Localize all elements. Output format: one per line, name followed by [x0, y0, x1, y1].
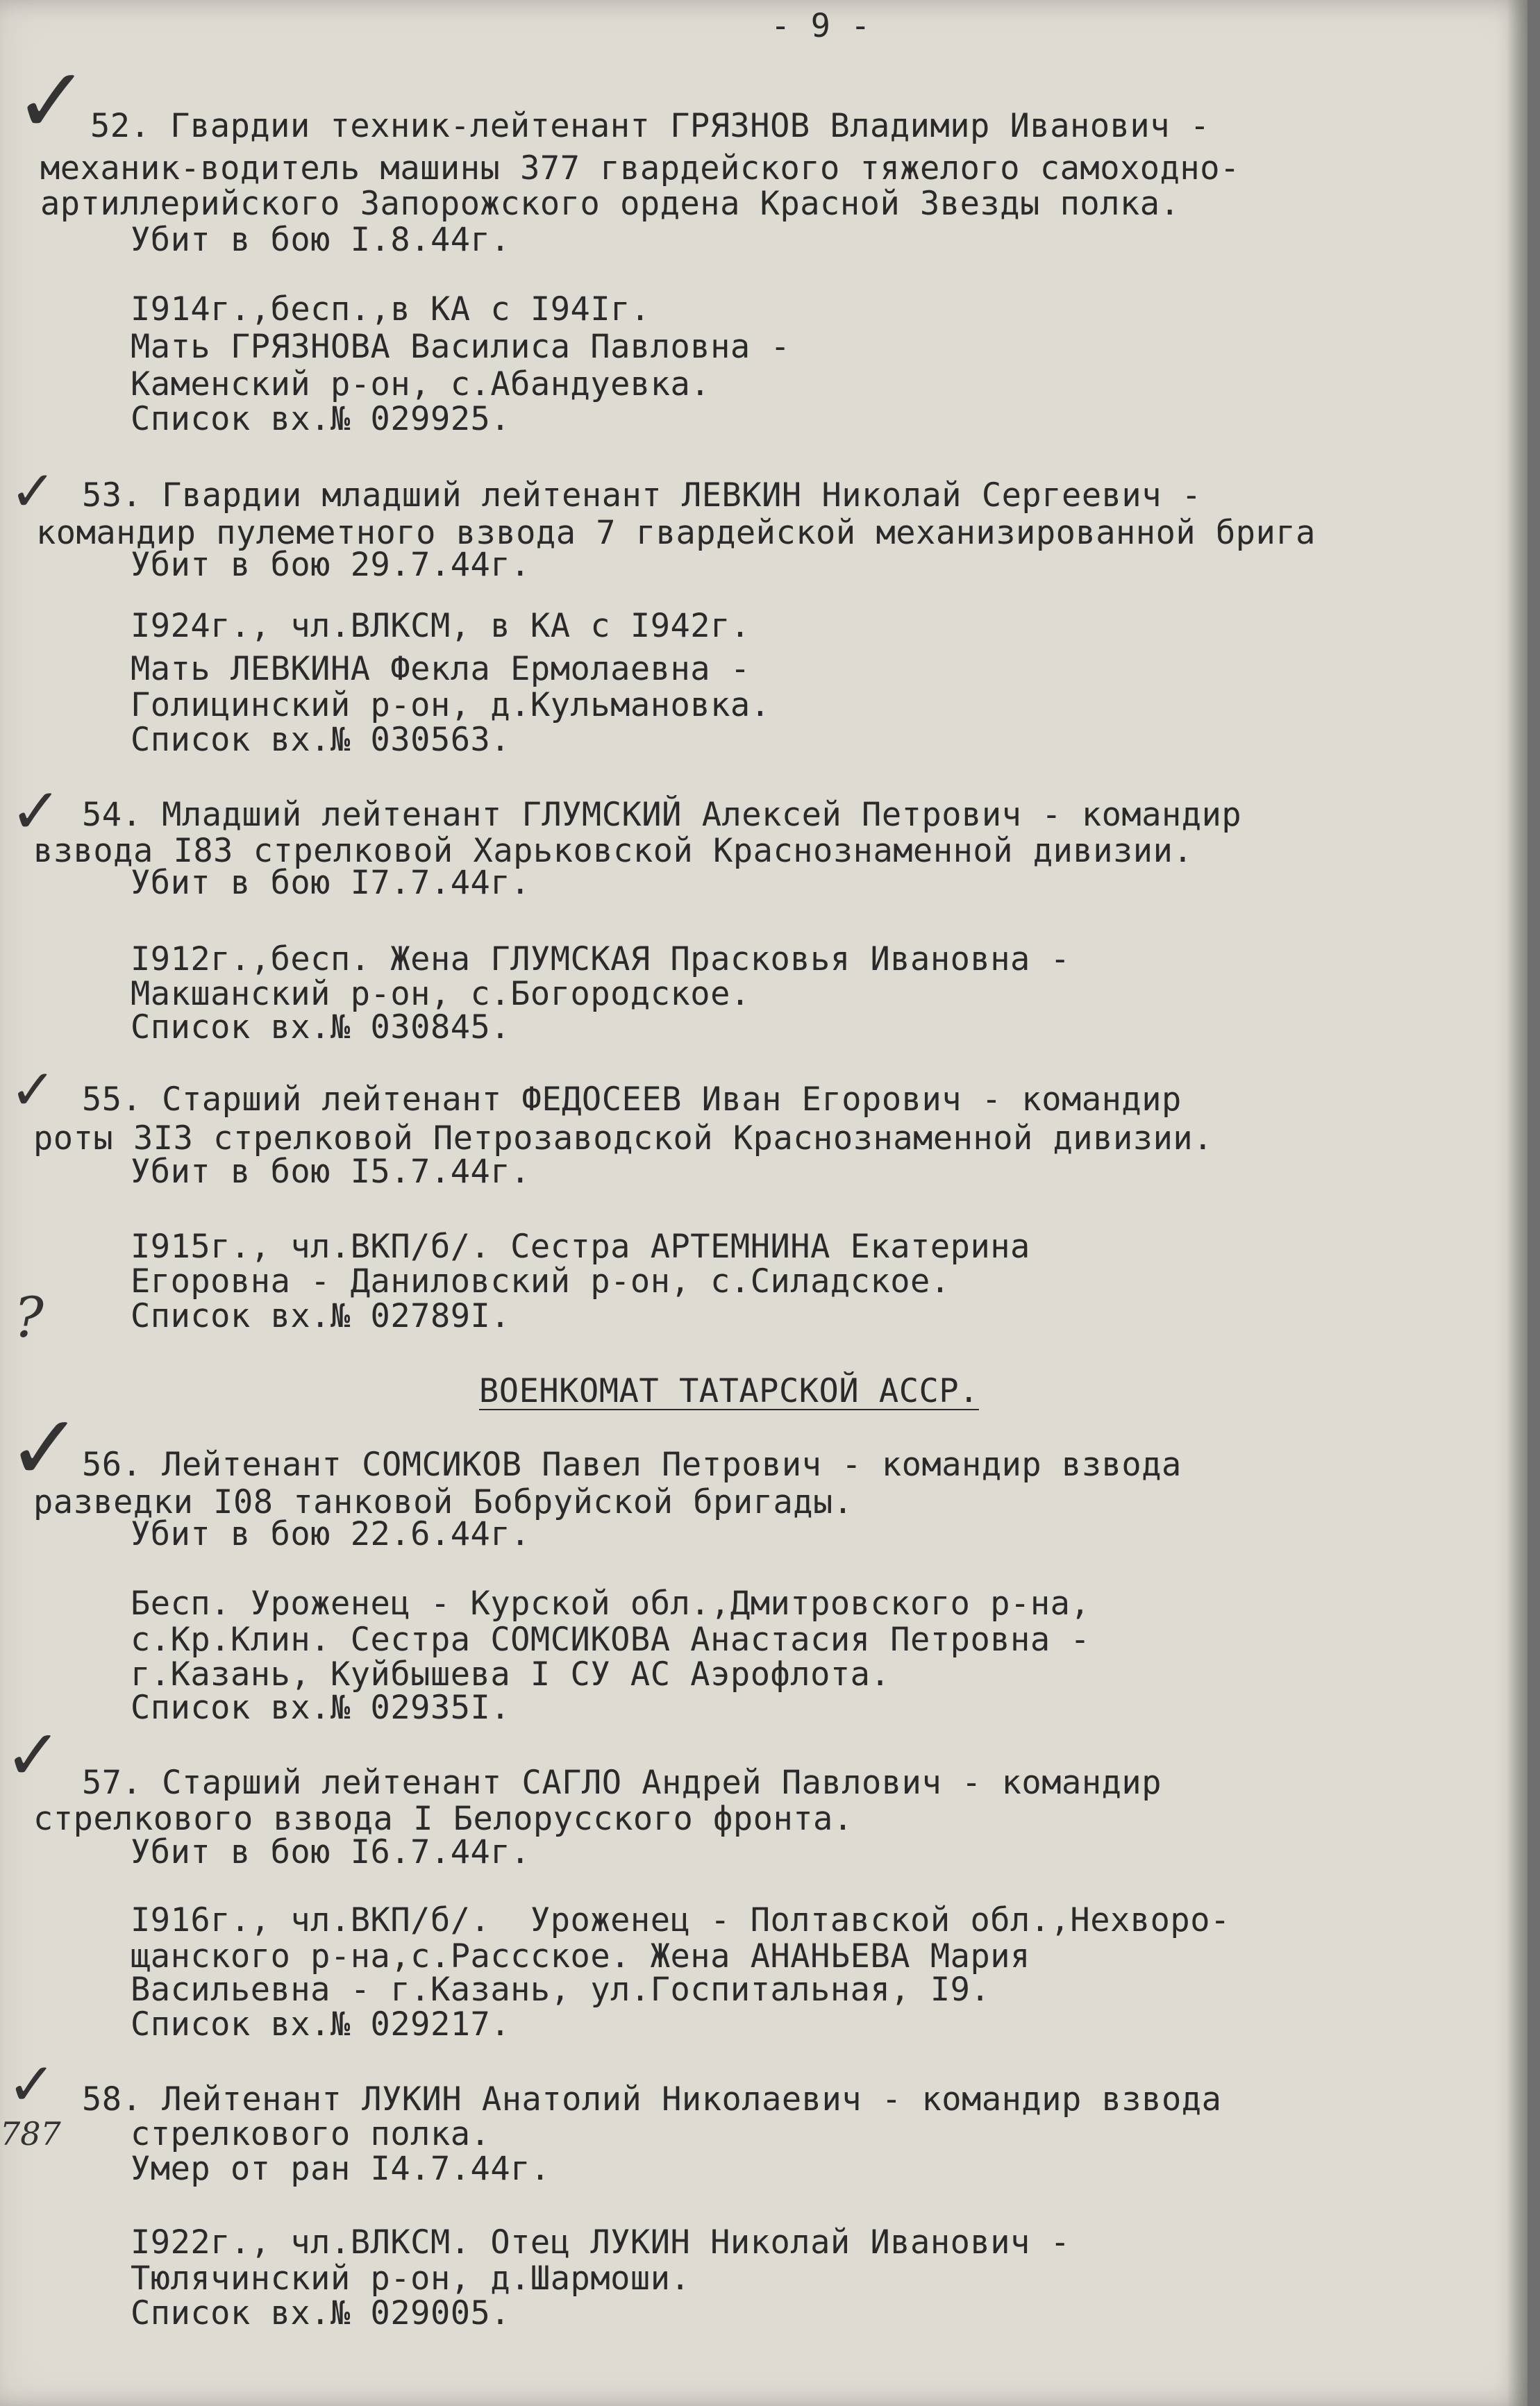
entry-58-line-2: стрелкового полка.	[131, 2115, 491, 2153]
entry-52-line-5: I914г.,бесп.,в КА с I94Iг.	[131, 290, 651, 328]
check-mark-icon: ✓	[14, 48, 90, 153]
entry-54-line-3: Убит в бою I7.7.44г.	[131, 864, 530, 902]
entry-58-line-6: Список вх.№ 029005.	[131, 2294, 511, 2332]
entry-53-line-2: командир пулеметного взвода 7 гвардейской механизированной брига	[36, 514, 1316, 552]
check-mark-icon: ✓	[10, 775, 62, 848]
entry-57-line-5: щанского р-на,с.Рассское. Жена АНАНЬЕВА Мария	[131, 1937, 1030, 1975]
entry-54-line-5: Макшанский р-он, с.Богородское.	[131, 975, 751, 1013]
entry-56-line-2: разведки I08 танковой Бобруйской бригады.	[33, 1483, 853, 1521]
entry-52-line-8: Список вх.№ 029925.	[131, 400, 511, 438]
entry-57-line-4: I916г., чл.ВКП/б/. Уроженец - Полтавской обл.,Нехворо-	[131, 1901, 1230, 1939]
check-mark-icon: ✓	[10, 1058, 57, 1122]
entry-55-line-4: I915г., чл.ВКП/б/. Сестра АРТЕМНИНА Екатерина	[131, 1228, 1030, 1266]
entry-52-line-6: Мать ГРЯЗНОВА Василиса Павловна -	[131, 328, 791, 366]
entry-52-line-2: механик-водитель машины 377 гвардейского тяжелого самоходно-	[40, 149, 1240, 187]
entry-54-line-6: Список вх.№ 030845.	[131, 1008, 511, 1046]
check-mark-icon: ✓	[7, 2050, 57, 2119]
entry-55-line-2: роты 3I3 стрелковой Петрозаводской Краснознаменной дивизии.	[33, 1119, 1213, 1158]
entry-52-line-1: 52. Гвардии техник-лейтенант ГРЯЗНОВ Владимир Иванович -	[90, 107, 1210, 145]
section-heading: ВОЕНКОМАТ ТАТАРСКОЙ АССР.	[479, 1372, 979, 1410]
entry-52-line-4: Убит в бою I.8.44г.	[131, 221, 511, 259]
entry-53-line-1: 53. Гвардии младший лейтенант ЛЕВКИН Николай Сергеевич -	[82, 476, 1202, 515]
entry-55-line-1: 55. Старший лейтенант ФЕДОСЕЕВ Иван Егорович - командир	[82, 1080, 1182, 1119]
entry-53-line-3: Убит в бою 29.7.44г.	[131, 546, 530, 584]
entry-54-line-4: I912г.,бесп. Жена ГЛУМСКАЯ Прасковья Ивановна -	[131, 940, 1071, 978]
entry-56-line-6: г.Казань, Куйбышева I СУ АС Аэрофлота.	[131, 1655, 891, 1694]
margin-note-question: ?	[14, 1285, 44, 1350]
entry-52-line-3: артиллерийского Запорожского ордена Красной Звезды полка.	[40, 185, 1180, 223]
entry-57-line-1: 57. Старший лейтенант САГЛО Андрей Павлович - командир	[82, 1764, 1162, 1802]
entry-52-line-7: Каменский р-он, с.Абандуевка.	[131, 365, 711, 403]
entry-58-line-4: I922г., чл.ВЛКСМ. Отец ЛУКИН Николай Иванович -	[131, 2223, 1071, 2262]
entry-53-line-4: I924г., чл.ВЛКСМ, в КА с I942г.	[131, 607, 751, 645]
check-mark-icon: ✓	[4, 1714, 62, 1796]
entry-57-line-7: Список вх.№ 029217.	[131, 2005, 511, 2044]
entry-53-line-5: Мать ЛЕВКИНА Фекла Ермолаевна -	[131, 650, 751, 688]
entry-55-line-6: Список вх.№ 02789I.	[131, 1297, 511, 1335]
entry-58-line-1: 58. Лейтенант ЛУКИН Анатолий Николаевич - командир взвода	[82, 2080, 1222, 2119]
entry-55-line-5: Егоровна - Даниловский р-он, с.Силадское.	[131, 1262, 951, 1301]
entry-56-line-7: Список вх.№ 02935I.	[131, 1689, 511, 1727]
entry-57-line-3: Убит в бою I6.7.44г.	[131, 1833, 530, 1871]
entry-58-line-3: Умер от ран I4.7.44г.	[131, 2150, 551, 2188]
page-number: - 9 -	[771, 7, 871, 45]
entry-55-line-3: Убит в бою I5.7.44г.	[131, 1153, 530, 1191]
entry-53-line-6: Голицинский р-он, д.Кульмановка.	[131, 686, 771, 724]
entry-56-line-3: Убит в бою 22.6.44г.	[131, 1515, 530, 1553]
check-mark-icon: ✓	[10, 459, 57, 524]
entry-56-line-5: с.Кр.Клин. Сестра СОМСИКОВА Анастасия Петровна -	[131, 1621, 1091, 1659]
entry-54-line-1: 54. Младший лейтенант ГЛУМСКИЙ Алексей Петрович - командир	[82, 796, 1242, 834]
entry-57-line-6: Васильевна - г.Казань, ул.Госпитальная, I9.	[131, 1971, 991, 2009]
margin-note-787: 787	[0, 2115, 61, 2153]
entry-53-line-7: Список вх.№ 030563.	[131, 721, 511, 759]
entry-56-line-4: Бесп. Уроженец - Курской обл.,Дмитровского р-на,	[131, 1585, 1091, 1623]
entry-54-line-2: взвода I83 стрелковой Харьковской Краснознаменной дивизии.	[33, 832, 1194, 870]
entry-57-line-2: стрелкового взвода I Белорусского фронта.	[33, 1800, 853, 1838]
entry-58-line-5: Тюлячинский р-он, д.Шармоши.	[131, 2259, 691, 2298]
entry-56-line-1: 56. Лейтенант СОМСИКОВ Павел Петрович - командир взвода	[82, 1446, 1182, 1484]
check-mark-icon: ✓	[7, 1395, 83, 1501]
page-edge-shadow	[1507, 0, 1528, 2406]
